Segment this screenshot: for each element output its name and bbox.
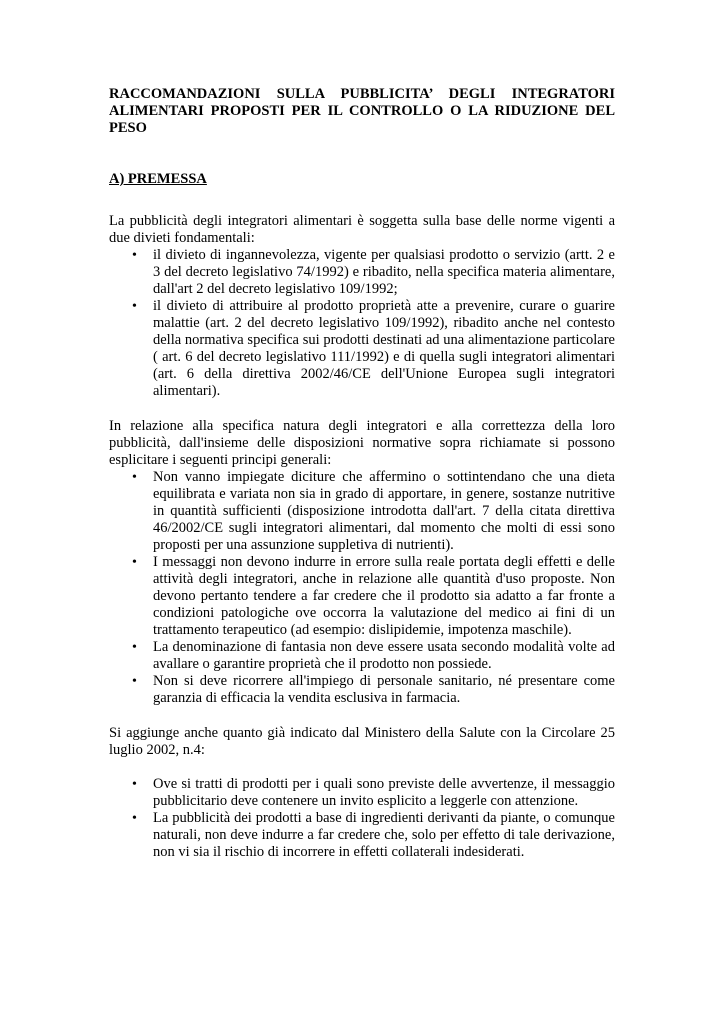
section-heading-premessa: A) PREMESSA — [109, 171, 207, 187]
list-item-text: Non si deve ricorrere all'impiego di personale sanitario, né presentare come garanzia di efficacia la vendita esclusiva in farmacia. — [153, 673, 615, 706]
bullet-icon: • — [132, 640, 137, 655]
list-item-text: il divieto di ingannevolezza, vigente per qualsiasi prodotto o servizio (artt. 2 e 3 del decreto legislativo 74/1992) e ribadito, nella specifica materia alimentare, dall'art 2 del decreto legislativo 109/1992; — [153, 247, 615, 297]
list-item — [109, 673, 615, 707]
list-item-text: La denominazione di fantasia non deve essere usata secondo modalità volte ad avallare o garantire proprietà che il prodotto non possiede. — [153, 639, 615, 672]
bullet-icon: • — [132, 299, 137, 314]
list-item-text: il divieto di attribuire al prodotto proprietà atte a prevenire, curare o guarire malattie (art. 2 del decreto legislativo 109/1992), ribadito anche nel contesto della normativa specifica sui prodotti destinati ad una alimentazione particolare ( art. 6 del decreto legislativo 111/1992) e di quella sugli integratori alimentari (art. 6 della direttiva 2002/46/CE dell'Unione Europea sugli integratori alimentari). — [153, 298, 615, 399]
document-title: RACCOMANDAZIONI SULLA PUBBLICITA’ DEGLI INTEGRATORI ALIMENTARI PROPOSTI PER IL CONTROLLO O LA RIDUZIONE DEL PESO — [109, 86, 615, 136]
list-item-text: Ove si tratti di prodotti per i quali sono previste delle avvertenze, il messaggio pubblicitario deve contenere un invito esplicito a leggerle con attenzione. — [153, 776, 615, 809]
list-item — [109, 554, 615, 639]
principles-bullet-list — [109, 469, 615, 707]
list-item-text: I messaggi non devono indurre in errore sulla reale portata degli effetti e delle attività degli integratori, anche in relazione alle quantità d'uso proposte. Non devono pertanto tendere a far credere che il prodotto sia adatto a far fronte a condizioni patologiche ove occorra la valutazione del medico ai fini di un trattamento terapeutico (ad esempio: dislipidemie, impotenza maschile). — [153, 554, 615, 638]
bullet-icon: • — [132, 811, 137, 826]
bullet-icon: • — [132, 555, 137, 570]
intro-paragraph: La pubblicità degli integratori alimentari è soggetta sulla base delle norme vigenti a due divieti fondamentali: — [109, 213, 615, 246]
list-item — [109, 639, 615, 673]
bullet-icon: • — [132, 248, 137, 263]
list-item — [109, 469, 615, 554]
list-item — [109, 247, 615, 298]
bullet-icon: • — [132, 470, 137, 485]
bullet-icon: • — [132, 674, 137, 689]
intro-bullet-list — [109, 247, 615, 400]
bullet-icon: • — [132, 777, 137, 792]
ministry-bullet-list — [109, 776, 615, 861]
list-item-text: Non vanno impiegate diciture che affermino o sottintendano che una dieta equilibrata e variata non sia in grado di apportare, in genere, sostanze nutritive in quantità sufficienti (disposizione introdotta dall'art. 7 della citata direttiva 46/2002/CE sugli integratori alimentari, dal momento che molti di essi sono proposti per una assunzione suppletiva di nutrienti). — [153, 469, 615, 553]
list-item — [109, 776, 615, 810]
list-item — [109, 298, 615, 400]
document-page — [109, 86, 615, 861]
ministry-paragraph: Si aggiunge anche quanto già indicato dal Ministero della Salute con la Circolare 25 luglio 2002, n.4: — [109, 725, 615, 758]
principles-paragraph: In relazione alla specifica natura degli integratori e alla correttezza della loro pubblicità, dall'insieme delle disposizioni normative sopra richiamate si possono esplicitare i seguenti principi generali: — [109, 418, 615, 468]
list-item-text: La pubblicità dei prodotti a base di ingredienti derivanti da piante, o comunque naturali, non deve indurre a far credere che, solo per effetto di tale derivazione, non vi sia il rischio di incorrere in effetti collaterali indesiderati. — [153, 810, 615, 860]
list-item — [109, 810, 615, 861]
